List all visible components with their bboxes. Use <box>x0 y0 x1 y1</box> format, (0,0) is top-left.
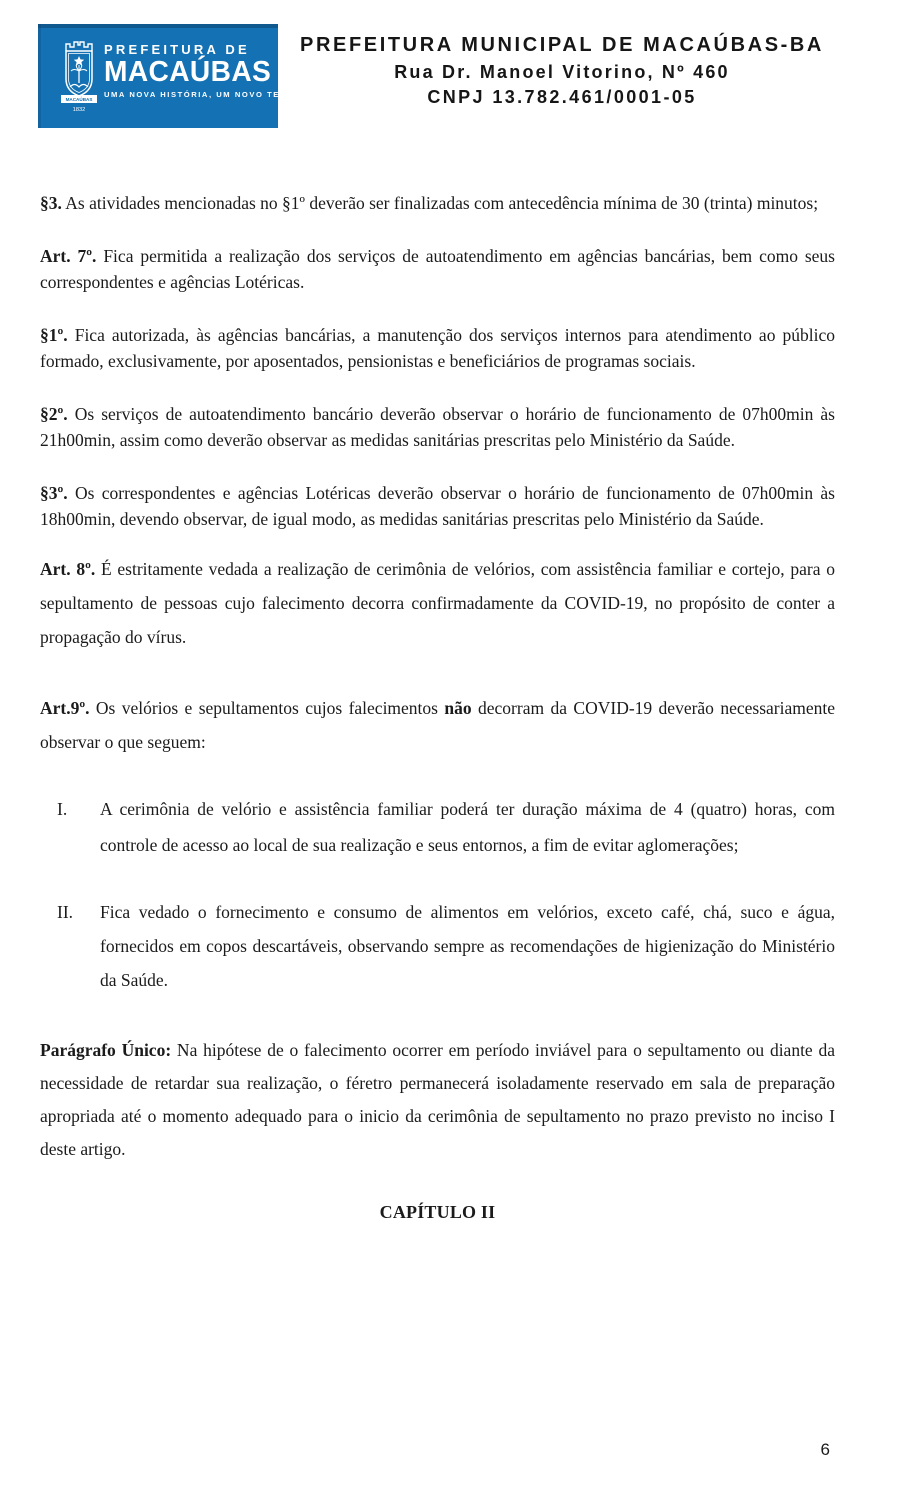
municipal-logo <box>38 24 302 128</box>
chapter-heading: CAPÍTULO II <box>379 1202 496 1222</box>
paragrafo-unico-lead: Parágrafo Único: <box>40 1040 172 1060</box>
letterhead-address: Rua Dr. Manoel Vitorino, Nº 460 <box>394 62 730 82</box>
paragraph-art7-s1 <box>40 322 835 374</box>
paragraph-art7-s1-text: Fica autorizada, às agências bancárias, a manutenção dos serviços internos para atendimento ao público formado, exclusivamente, por aposentados, pensionistas e beneficiários de programas sociais. <box>40 325 835 371</box>
logo-line1: PREFEITURA DE <box>104 42 250 57</box>
logo-text <box>104 42 302 99</box>
paragraph-art7-s3-lead: §3º. <box>40 483 68 503</box>
list-item-2 <box>40 895 835 997</box>
paragraph-art8-lead: Art. 8º. <box>40 559 96 579</box>
crest-year: 1832 <box>72 107 86 113</box>
coat-of-arms-icon <box>58 37 100 117</box>
paragraph-art7-text: Fica permitida a realização dos serviços de autoatendimento em agências bancárias, bem como seus correspondentes e agências Lotéricas. <box>40 246 835 292</box>
list-item-1-numeral: I. <box>57 799 68 819</box>
paragraph-art7 <box>40 243 835 295</box>
list-item-1-text: A cerimônia de velório e assistência familiar poderá ter duração máxima de 4 (quatro) horas, com controle de acesso ao local de sua realização e seus entornos, a fim de evitar aglomerações; <box>100 799 835 855</box>
paragraph-art9-text-before: Os velórios e sepultamentos cujos falecimentos <box>89 698 445 718</box>
paragraph-art9-lead: Art.9º. <box>40 698 90 718</box>
paragraph-art7-lead: Art. 7º. <box>40 246 97 266</box>
letterhead-cnpj: CNPJ 13.782.461/0001-05 <box>427 87 697 107</box>
paragraph-art7-s3-text: Os correspondentes e agências Lotéricas deverão observar o horário de funcionamento de 07h00min às 18h00min, devendo observar, de igual modo, as medidas sanitárias prescritas pelo Ministério da Saúde. <box>40 483 835 529</box>
logo-line2: MACAÚBAS <box>104 56 272 88</box>
paragraph-art8 <box>40 552 835 654</box>
document-body <box>40 190 835 1226</box>
list-item-1 <box>40 791 835 863</box>
paragraph-s3-lead: §3. <box>40 193 62 213</box>
paragraph-art7-s1-lead: §1º. <box>40 325 68 345</box>
list-item-2-numeral: II. <box>57 902 74 922</box>
paragraph-art7-s2 <box>40 401 835 453</box>
paragrafo-unico-text: Na hipótese de o falecimento ocorrer em período inviável para o sepultamento ou diante da necessidade de retardar sua realização, o féretro permanecerá isoladamente reservado em sala de preparação apropriada até o momento adequado para o inicio da cerimônia de sepultamento no prazo previsto no inciso I deste artigo. <box>40 1040 835 1159</box>
list-item-2-text: Fica vedado o fornecimento e consumo de alimentos em velórios, exceto café, chá, suco e água, fornecidos em copos descartáveis, observando sempre as recomendações de higienização do Ministério da Saúde. <box>100 902 835 990</box>
letterhead-title: PREFEITURA MUNICIPAL DE MACAÚBAS-BA <box>300 34 824 56</box>
paragraph-art9 <box>40 691 835 759</box>
crest-banner-text: MACAÚBAS <box>65 97 93 102</box>
paragraph-art8-text: É estritamente vedada a realização de cerimônia de velórios, com assistência familiar e cortejo, para o sepultamento de pessoas cujo falecimento decorra confirmadamente da COVID-19, no propósito de conter a propagação do vírus. <box>40 559 835 647</box>
paragraph-art9-bold-word: não <box>444 698 472 718</box>
paragraph-art7-s2-lead: §2º. <box>40 404 68 424</box>
paragraph-s3-text: As atividades mencionadas no §1º deverão ser finalizadas com antecedência mínima de 30 (trinta) minutos; <box>61 193 819 213</box>
paragrafo-unico <box>40 1034 835 1166</box>
paragraph-s3 <box>40 190 835 216</box>
logo-tagline: UMA NOVA HISTÓRIA, UM NOVO TEMPO <box>104 90 302 99</box>
letterhead <box>288 34 836 108</box>
page-number: 6 <box>820 1440 830 1459</box>
paragraph-art7-s3 <box>40 480 835 532</box>
paragraph-art7-s2-text: Os serviços de autoatendimento bancário deverão observar o horário de funcionamento de 07h00min às 21h00min, assim como deverão observar as medidas sanitárias prescritas pelo Ministério da Saúde. <box>40 404 835 450</box>
paragraph-art9-text-after: decorram da COVID-19 deverão necessariamente observar o que seguem: <box>40 698 835 752</box>
